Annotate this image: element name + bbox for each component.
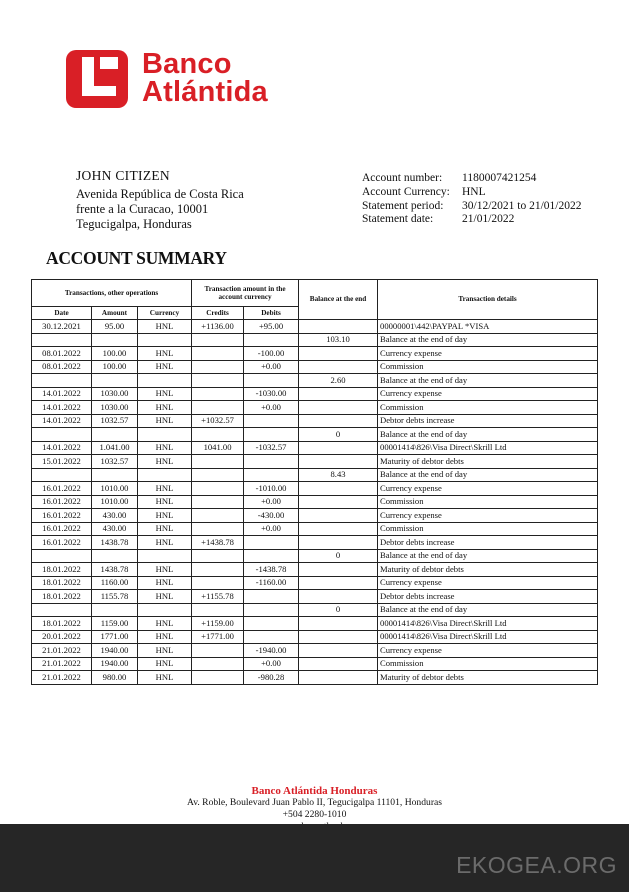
- cell-credit: +1159.00: [192, 617, 244, 631]
- cell-debit: [244, 536, 299, 550]
- cell-amount: 100.00: [92, 360, 138, 374]
- cell-details: Commission: [378, 360, 598, 374]
- cell-balance: [299, 347, 378, 361]
- cell-debit: [244, 590, 299, 604]
- cell-debit: [244, 455, 299, 469]
- cell-debit: -1032.57: [244, 441, 299, 455]
- cell-credit: [192, 522, 244, 536]
- table-row: [32, 387, 598, 401]
- customer-address-line: frente a la Curacao, 10001: [76, 202, 209, 216]
- cell-credit: [192, 401, 244, 415]
- cell-credit: [192, 576, 244, 590]
- cell-date: [32, 603, 92, 617]
- cell-debit: [244, 549, 299, 563]
- cell-amount: 980.00: [92, 671, 138, 685]
- cell-currency: HNL: [138, 387, 192, 401]
- cell-credit: [192, 333, 244, 347]
- cell-currency: HNL: [138, 347, 192, 361]
- cell-amount: 1438.78: [92, 536, 138, 550]
- cell-amount: [92, 549, 138, 563]
- account-info: [362, 172, 581, 227]
- table-row: [32, 455, 598, 469]
- cell-amount: 430.00: [92, 522, 138, 536]
- cell-currency: HNL: [138, 590, 192, 604]
- cell-balance: [299, 495, 378, 509]
- cell-debit: [244, 603, 299, 617]
- cell-date: 08.01.2022: [32, 360, 92, 374]
- cell-credit: [192, 347, 244, 361]
- cell-date: 14.01.2022: [32, 441, 92, 455]
- cell-currency: HNL: [138, 495, 192, 509]
- cell-credit: [192, 482, 244, 496]
- cell-details: 00001414\826\Visa Direct\Skrill Ltd: [378, 617, 598, 631]
- cell-currency: HNL: [138, 630, 192, 644]
- cell-currency: HNL: [138, 414, 192, 428]
- cell-date: 14.01.2022: [32, 387, 92, 401]
- cell-credit: [192, 455, 244, 469]
- cell-details: 00001414\826\Visa Direct\Skrill Ltd: [378, 630, 598, 644]
- header-amount: Amount: [92, 307, 138, 320]
- cell-details: Debtor debts increase: [378, 536, 598, 550]
- cell-date: 08.01.2022: [32, 347, 92, 361]
- table-row: [32, 509, 598, 523]
- table-row: [32, 522, 598, 536]
- cell-credit: 1041.00: [192, 441, 244, 455]
- cell-currency: HNL: [138, 482, 192, 496]
- field-label: Statement date:: [362, 213, 434, 226]
- bank-logo: [66, 50, 296, 110]
- cell-debit: -1438.78: [244, 563, 299, 577]
- cell-date: 14.01.2022: [32, 414, 92, 428]
- field-value: 1180007421254: [462, 172, 537, 184]
- cell-credit: +1136.00: [192, 320, 244, 334]
- cell-debit: -980.28: [244, 671, 299, 685]
- cell-balance: [299, 657, 378, 671]
- cell-debit: +0.00: [244, 401, 299, 415]
- table-row: [32, 333, 598, 347]
- cell-date: [32, 428, 92, 442]
- cell-date: 30.12.2021: [32, 320, 92, 334]
- cell-amount: 1160.00: [92, 576, 138, 590]
- cell-date: 16.01.2022: [32, 509, 92, 523]
- cell-balance: 8.43: [299, 468, 378, 482]
- cell-debit: -1160.00: [244, 576, 299, 590]
- cell-details: 00001414\826\Visa Direct\Skrill Ltd: [378, 441, 598, 455]
- cell-details: Balance at the end of day: [378, 428, 598, 442]
- cell-details: Commission: [378, 401, 598, 415]
- cell-debit: -1030.00: [244, 387, 299, 401]
- cell-debit: [244, 374, 299, 388]
- cell-credit: [192, 428, 244, 442]
- cell-balance: 0: [299, 428, 378, 442]
- cell-details: Currency expense: [378, 644, 598, 658]
- cell-date: 16.01.2022: [32, 482, 92, 496]
- cell-debit: -1010.00: [244, 482, 299, 496]
- cell-balance: [299, 576, 378, 590]
- table-row: [32, 644, 598, 658]
- cell-debit: +0.00: [244, 522, 299, 536]
- cell-debit: [244, 617, 299, 631]
- account-number-row: [362, 172, 581, 186]
- cell-amount: 1.041.00: [92, 441, 138, 455]
- header-credits: Credits: [192, 307, 244, 320]
- cell-currency: [138, 603, 192, 617]
- cell-date: [32, 374, 92, 388]
- cell-balance: [299, 509, 378, 523]
- cell-balance: 0: [299, 603, 378, 617]
- customer-address-line: Avenida República de Costa Rica: [76, 187, 244, 201]
- cell-amount: 1032.57: [92, 455, 138, 469]
- table-row: [32, 441, 598, 455]
- cell-currency: HNL: [138, 401, 192, 415]
- cell-credit: [192, 549, 244, 563]
- cell-currency: HNL: [138, 576, 192, 590]
- footer-address: Av. Roble, Boulevard Juan Pablo II, Tegucigalpa 11101, Honduras: [186, 797, 443, 808]
- field-value: 21/01/2022: [462, 213, 515, 226]
- customer-name: JOHN CITIZEN: [76, 168, 170, 183]
- cell-date: 21.01.2022: [32, 671, 92, 685]
- table-row: [32, 630, 598, 644]
- cell-debit: [244, 333, 299, 347]
- field-value: HNL: [462, 185, 486, 198]
- cell-credit: [192, 603, 244, 617]
- cell-balance: [299, 617, 378, 631]
- transactions-body: [32, 320, 598, 685]
- cell-amount: [92, 603, 138, 617]
- cell-credit: +1032.57: [192, 414, 244, 428]
- cell-amount: [92, 374, 138, 388]
- cell-amount: 1032.57: [92, 414, 138, 428]
- cell-amount: 1030.00: [92, 401, 138, 415]
- cell-currency: HNL: [138, 509, 192, 523]
- cell-details: Maturity of debtor debts: [378, 671, 598, 685]
- cell-currency: HNL: [138, 441, 192, 455]
- cell-amount: 1940.00: [92, 644, 138, 658]
- field-label: Statement period:: [362, 199, 444, 212]
- table-row: [32, 590, 598, 604]
- table-row: [32, 617, 598, 631]
- cell-details: Commission: [378, 522, 598, 536]
- cell-amount: [92, 333, 138, 347]
- cell-credit: [192, 387, 244, 401]
- cell-balance: 2.60: [299, 374, 378, 388]
- cell-debit: [244, 428, 299, 442]
- cell-balance: [299, 320, 378, 334]
- cell-date: [32, 333, 92, 347]
- cell-details: Commission: [378, 657, 598, 671]
- cell-credit: +1155.78: [192, 590, 244, 604]
- cell-details: Balance at the end of day: [378, 603, 598, 617]
- cell-amount: 1010.00: [92, 482, 138, 496]
- cell-amount: 430.00: [92, 509, 138, 523]
- bank-name: [142, 50, 268, 106]
- cell-credit: +1438.78: [192, 536, 244, 550]
- cell-credit: [192, 657, 244, 671]
- table-row: [32, 468, 598, 482]
- cell-date: 18.01.2022: [32, 617, 92, 631]
- cell-details: Currency expense: [378, 576, 598, 590]
- cell-details: Currency expense: [378, 347, 598, 361]
- transactions-table: [31, 279, 598, 685]
- table-row: [32, 536, 598, 550]
- table-row: [32, 374, 598, 388]
- table-row: [32, 347, 598, 361]
- cell-amount: 1030.00: [92, 387, 138, 401]
- header-debits: Debits: [244, 307, 299, 320]
- field-value: 30/12/2021 to 21/01/2022: [462, 199, 582, 212]
- table-row: [32, 495, 598, 509]
- cell-credit: [192, 671, 244, 685]
- customer-block: [76, 168, 244, 232]
- cell-currency: HNL: [138, 671, 192, 685]
- cell-details: Debtor debts increase: [378, 414, 598, 428]
- customer-address-line: Tegucigalpa, Honduras: [76, 217, 192, 231]
- cell-date: 21.01.2022: [32, 644, 92, 658]
- cell-currency: HNL: [138, 320, 192, 334]
- watermark: EKOGEA.ORG: [456, 852, 617, 878]
- cell-balance: [299, 536, 378, 550]
- cell-balance: [299, 387, 378, 401]
- cell-date: [32, 468, 92, 482]
- cell-debit: -1940.00: [244, 644, 299, 658]
- cell-amount: 1940.00: [92, 657, 138, 671]
- page-title: ACCOUNT SUMMARY: [46, 248, 227, 268]
- cell-details: 00000001\442\PAYPAL *VISA: [378, 320, 598, 334]
- table-row: [32, 657, 598, 671]
- banco-atlantida-logo-icon: [66, 50, 128, 108]
- cell-credit: [192, 495, 244, 509]
- field-label: Account number:: [362, 172, 443, 184]
- cell-currency: HNL: [138, 644, 192, 658]
- cell-balance: [299, 644, 378, 658]
- cell-currency: HNL: [138, 617, 192, 631]
- cell-balance: [299, 590, 378, 604]
- cell-currency: [138, 549, 192, 563]
- cell-amount: [92, 468, 138, 482]
- cell-credit: [192, 509, 244, 523]
- cell-details: Maturity of debtor debts: [378, 563, 598, 577]
- cell-date: 16.01.2022: [32, 522, 92, 536]
- table-row: [32, 563, 598, 577]
- cell-credit: +1771.00: [192, 630, 244, 644]
- cell-date: 21.01.2022: [32, 657, 92, 671]
- cell-currency: [138, 333, 192, 347]
- cell-date: 14.01.2022: [32, 401, 92, 415]
- cell-balance: [299, 360, 378, 374]
- bank-name-line2: Atlántida: [142, 76, 268, 108]
- cell-currency: HNL: [138, 522, 192, 536]
- cell-date: 18.01.2022: [32, 576, 92, 590]
- cell-balance: 0: [299, 549, 378, 563]
- table-row: [32, 576, 598, 590]
- statement-period-row: [362, 200, 581, 214]
- cell-date: 16.01.2022: [32, 495, 92, 509]
- cell-date: [32, 549, 92, 563]
- footer-phone: +504 2280-1010: [282, 809, 347, 820]
- cell-debit: +0.00: [244, 495, 299, 509]
- cell-amount: 100.00: [92, 347, 138, 361]
- cell-balance: [299, 630, 378, 644]
- table-row: [32, 360, 598, 374]
- cell-details: Commission: [378, 495, 598, 509]
- cell-credit: [192, 644, 244, 658]
- cell-details: Currency expense: [378, 509, 598, 523]
- cell-amount: 1771.00: [92, 630, 138, 644]
- cell-currency: [138, 428, 192, 442]
- cell-balance: 103.10: [299, 333, 378, 347]
- header-date: Date: [32, 307, 92, 320]
- table-row: [32, 671, 598, 685]
- cell-date: 20.01.2022: [32, 630, 92, 644]
- cell-amount: 1010.00: [92, 495, 138, 509]
- cell-date: 18.01.2022: [32, 590, 92, 604]
- cell-details: Balance at the end of day: [378, 333, 598, 347]
- header-details: Transaction details: [378, 280, 598, 320]
- cell-debit: [244, 468, 299, 482]
- account-currency-row: [362, 186, 581, 200]
- bank-name-line1: Banco: [142, 48, 232, 80]
- cell-debit: [244, 630, 299, 644]
- table-row: [32, 482, 598, 496]
- table-row: [32, 320, 598, 334]
- cell-debit: +95.00: [244, 320, 299, 334]
- cell-balance: [299, 482, 378, 496]
- table-row: [32, 414, 598, 428]
- cell-date: 16.01.2022: [32, 536, 92, 550]
- cell-amount: [92, 428, 138, 442]
- cell-balance: [299, 455, 378, 469]
- cell-debit: +0.00: [244, 657, 299, 671]
- cell-details: Currency expense: [378, 482, 598, 496]
- cell-currency: HNL: [138, 455, 192, 469]
- cell-amount: 1159.00: [92, 617, 138, 631]
- header-balance: Balance at the end: [299, 280, 378, 320]
- cell-currency: [138, 468, 192, 482]
- cell-details: Balance at the end of day: [378, 468, 598, 482]
- cell-currency: [138, 374, 192, 388]
- cell-amount: 95.00: [92, 320, 138, 334]
- field-label: Account Currency:: [362, 185, 450, 198]
- cell-currency: HNL: [138, 657, 192, 671]
- cell-amount: 1438.78: [92, 563, 138, 577]
- statement-date-row: [362, 213, 581, 227]
- table-row: [32, 428, 598, 442]
- cell-balance: [299, 563, 378, 577]
- header-currency: Currency: [138, 307, 192, 320]
- cell-balance: [299, 441, 378, 455]
- group-header-transactions: Transactions, other operations: [32, 280, 192, 307]
- cell-debit: +0.00: [244, 360, 299, 374]
- cell-balance: [299, 671, 378, 685]
- cell-credit: [192, 360, 244, 374]
- cell-debit: -100.00: [244, 347, 299, 361]
- cell-balance: [299, 401, 378, 415]
- table-row: [32, 401, 598, 415]
- cell-credit: [192, 563, 244, 577]
- cell-amount: 1155.78: [92, 590, 138, 604]
- cell-debit: [244, 414, 299, 428]
- group-header-amount: Transaction amount in the account currency: [192, 280, 299, 307]
- cell-details: Balance at the end of day: [378, 374, 598, 388]
- cell-currency: HNL: [138, 536, 192, 550]
- cell-details: Balance at the end of day: [378, 549, 598, 563]
- cell-details: Currency expense: [378, 387, 598, 401]
- cell-details: Maturity of debtor debts: [378, 455, 598, 469]
- cell-details: Debtor debts increase: [378, 590, 598, 604]
- table-row: [32, 549, 598, 563]
- cell-date: 15.01.2022: [32, 455, 92, 469]
- cell-balance: [299, 522, 378, 536]
- cell-credit: [192, 374, 244, 388]
- cell-currency: HNL: [138, 563, 192, 577]
- footer-bank-name: Banco Atlántida Honduras: [251, 785, 378, 797]
- cell-date: 18.01.2022: [32, 563, 92, 577]
- table-row: [32, 603, 598, 617]
- cell-balance: [299, 414, 378, 428]
- cell-credit: [192, 468, 244, 482]
- cell-currency: HNL: [138, 360, 192, 374]
- cell-debit: -430.00: [244, 509, 299, 523]
